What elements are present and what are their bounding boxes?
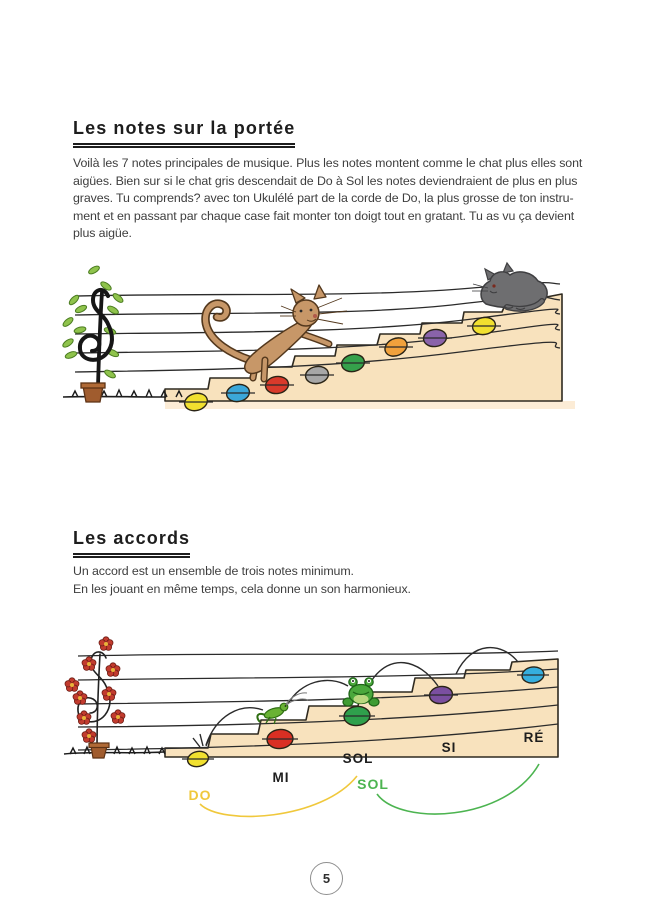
paragraph-line: ment et en passant par chaque case fait monter ton doigt tout en gratant. Tu as vu ça devient (73, 208, 575, 223)
stairs-shadow (165, 401, 575, 409)
label-chord-sol: SOL (357, 776, 389, 792)
illustration-notes-staircase (60, 256, 590, 428)
flower-pot (89, 743, 109, 758)
paragraph-line: aigües. Bien sur si le chat gris descendait de Do à Sol les notes deviendraient de plus en plus (73, 173, 578, 188)
paragraph-line: Voilà les 7 notes principales de musique. Plus les notes montent comme le chat plus elles sont (73, 156, 583, 170)
label-si: SI (441, 740, 457, 755)
chord-arc-sol (377, 764, 539, 814)
illustration-chords-staircase (60, 630, 595, 825)
label-chord-do: DO (188, 787, 212, 803)
label-sol: SOL (342, 751, 374, 766)
paragraph-chords (73, 563, 585, 598)
label-re: RÉ (523, 730, 545, 745)
cat-head (293, 300, 319, 326)
gray-cat (472, 263, 547, 310)
cat-ear (314, 285, 326, 299)
leaves (61, 265, 124, 380)
paragraph-line: graves. Tu comprends? avec ton Ukulélé part de la corde de Do, la plus grosse de ton instru- (73, 191, 574, 205)
paragraph-line: En les jouant en même temps, cela donne un son harmonieux. (73, 581, 411, 596)
paragraph-line: Un accord est un ensemble de trois notes minimum. (73, 564, 354, 578)
section-title-chords: Les accords (73, 528, 190, 558)
page-number: 5 (310, 862, 343, 895)
label-mi: MI (272, 770, 290, 785)
paragraph-notes (73, 155, 585, 243)
paragraph-line: plus aigüe. (73, 226, 132, 240)
section-title-notes: Les notes sur la portée (73, 118, 295, 148)
ground-grass (63, 390, 182, 397)
flower-pot (81, 383, 105, 402)
